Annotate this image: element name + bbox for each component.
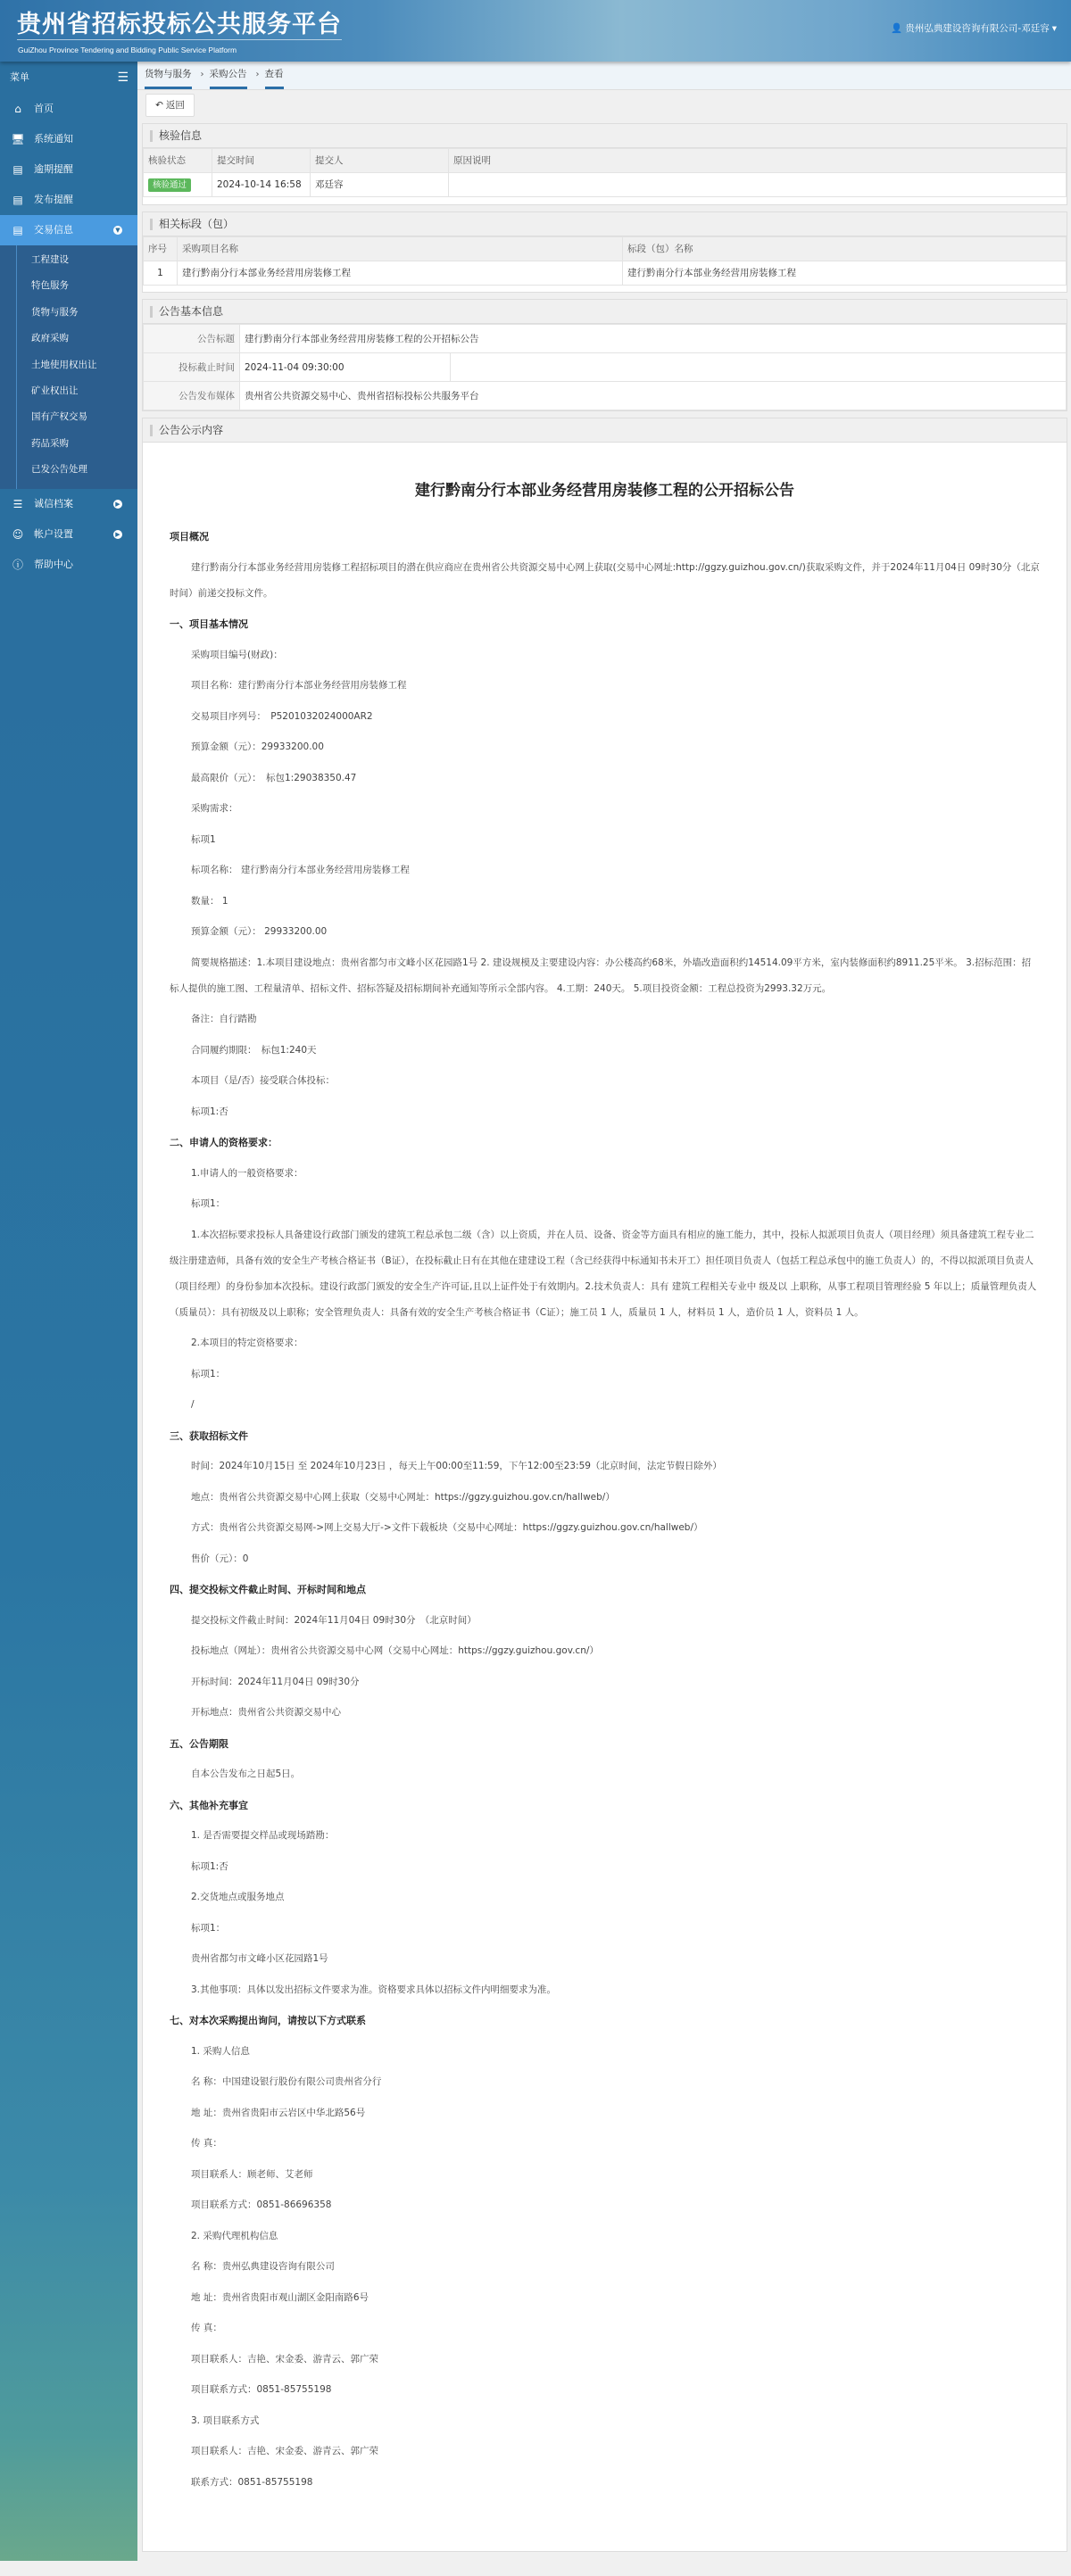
sidebar-item-label: 首页 <box>34 103 54 114</box>
content-panel-header <box>143 418 1067 443</box>
paragraph: / <box>191 1399 195 1410</box>
field-row <box>144 353 1067 382</box>
paragraph: 预算金额（元）：29933200.00 <box>191 741 324 752</box>
paragraph: 传 真： <box>191 2138 222 2149</box>
paragraph: 标项名称： 建行黔南分行本部业务经营用房装修工程 <box>191 865 410 875</box>
paragraph: 采购需求： <box>191 803 238 814</box>
section-cell: 建行黔南分行本部业务经营用房装修工程 <box>623 261 1067 286</box>
section-heading: 六、其他补充事宜 <box>170 1799 248 1811</box>
paragraph: 采购项目编号(财政)： <box>191 649 283 660</box>
field-value: 贵州省公共资源交易中心、贵州省招标投标公共服务平台 <box>240 382 1067 410</box>
paragraph: 方式：贵州省公共资源交易网->网上交易大厅->文件下载板块（交易中心网址：https://ggzy.guizhou.gov.cn/hallweb/） <box>191 1522 703 1533</box>
paragraph: 开标时间：2024年11月04日 09时30分 <box>191 1676 360 1687</box>
user-name: 贵州弘典建设咨询有限公司-邓廷容 <box>905 23 1050 34</box>
col-person: 提交人 <box>311 149 449 173</box>
breadcrumb-view[interactable]: 查看 <box>265 68 284 89</box>
user-icon: ☺ <box>12 527 24 541</box>
chevron-right-icon: › <box>255 70 260 79</box>
paragraph: 3. 项目联系方式 <box>191 2414 260 2426</box>
section-heading: 三、获取招标文件 <box>170 1429 248 1442</box>
field-row <box>144 325 1067 353</box>
section-heading: 一、项目基本情况 <box>170 618 248 630</box>
paragraph: 提交投标文件截止时间：2024年11月04日 09时30分 （北京时间） <box>191 1614 477 1626</box>
chevron-right-icon: › <box>200 70 204 79</box>
sections-title: 相关标段（包） <box>159 218 235 230</box>
platform-title: 贵州省招标投标公共服务平台 <box>17 11 342 38</box>
basic-info-table <box>143 324 1067 410</box>
paragraph: 标项1:否 <box>191 1860 228 1872</box>
breadcrumb <box>137 62 1071 90</box>
paragraph: 项目联系人：吉艳、宋金委、游青云、郭广荣 <box>191 2353 378 2365</box>
sidebar-item[interactable] <box>0 124 137 154</box>
sections-panel <box>142 211 1067 293</box>
paragraph: 预算金额（元）： 29933200.00 <box>191 926 328 937</box>
submenu-item[interactable]: 土地使用权出让 <box>31 359 97 370</box>
section-heading: 项目概况 <box>170 531 209 543</box>
paragraph: 简要规格描述：1.本项目建设地点：贵州省都匀市文峰小区花园路1号 2. 建设规模及主要建设内容：办公楼高约68米，外墙改造面积约14514.09平方米，室内装修面积约8911.25平米。 3.招标范围：招标人提供的施工图、工程量清单、招标文件、招标答疑及招标期间补充通知等所示全部内容。 4.工期：240天。 5.项目投资金额：工程总投资为2993.32万元。 <box>170 957 1032 994</box>
submenu-item[interactable]: 特色服务 <box>31 280 69 292</box>
paragraph: 备注：自行踏勘 <box>191 1014 257 1024</box>
content-panel <box>142 418 1067 2552</box>
col-project: 采购项目名称 <box>178 237 623 261</box>
back-button[interactable] <box>145 94 195 117</box>
notice-document <box>143 443 1067 2536</box>
paragraph: 1.本次招标要求投标人具备建设行政部门颁发的建筑工程总承包二级（含）以上资质，并在人员、设备、资金等方面具有相应的施工能力，其中，投标人拟派项目负责人（项目经理）须具备建筑工程专业二级注册建造师，具备有效的安全生产考核合格证书（B证），在投标截止日有在其他在建建设工程（含已经获得中标通知书未开工）担任项目负责人（包括工程总承包中的施工负责人）的，不得以拟派项目负责人（项目经理）的身份参加本次投标。建设行政部门颁发的安全生产许可证,且以上证件处于有效期内。2.技术负责人：具有 建筑工程相关专业中 级及以 上职称，从事工程项目管理经验 5 年以上；质量管理负责人（质量员）：具有初级及以上职称；安全管理负责人：具备有效的安全生产考核合格证书（C证）；施工员 1 人，质量员 1 人，材料员 1 人，造价员 1 人，资料员 1 人。 <box>170 1229 1037 1318</box>
status-cell <box>144 173 212 197</box>
submenu-item[interactable]: 政府采购 <box>31 333 69 344</box>
paragraph: 开标地点：贵州省公共资源交易中心 <box>191 1707 341 1718</box>
paragraph: 传 真： <box>191 2323 222 2333</box>
section-heading: 五、公告期限 <box>170 1737 228 1750</box>
help-icon: ⓘ <box>12 558 23 571</box>
paragraph: 2.本项目的特定资格要求： <box>191 1338 303 1348</box>
caret-down-icon: ▾ <box>1051 23 1057 34</box>
table-row <box>144 261 1067 286</box>
paragraph: 2. 采购代理机构信息 <box>191 2230 278 2241</box>
chevron-right-icon: ▶ <box>113 530 122 539</box>
sidebar-item[interactable] <box>0 185 137 215</box>
paragraph: 标项1： <box>191 1922 226 1934</box>
col-no: 序号 <box>144 237 178 261</box>
paragraph: 1.申请人的一般资格要求： <box>191 1167 303 1179</box>
sidebar-item[interactable] <box>0 215 137 245</box>
breadcrumb-goods-services[interactable]: 货物与服务 <box>145 68 192 89</box>
back-icon: ↶ <box>155 100 163 111</box>
sidebar-item[interactable] <box>0 550 137 580</box>
submenu-trade-info <box>0 245 137 489</box>
paragraph: 1. 是否需要提交样品或现场踏勘： <box>191 1830 335 1841</box>
field-row <box>144 382 1067 410</box>
paragraph: 交易项目序列号： P5201032024000AR2 <box>191 710 373 722</box>
platform-subtitle: GuiZhou Province Tendering and Bidding Public Service Platform <box>18 46 237 54</box>
sidebar <box>0 62 137 2561</box>
list-icon: ▤ <box>12 163 23 176</box>
verify-panel <box>142 123 1067 205</box>
person-cell: 邓廷容 <box>311 173 449 197</box>
section-heading: 七、对本次采购提出询问，请按以下方式联系 <box>170 2015 366 2026</box>
verify-table <box>143 148 1067 197</box>
paragraph: 3.其他事项：具体以发出招标文件要求为准。资格要求具体以招标文件内明细要求为准。 <box>191 1984 557 1995</box>
list-icon: ▤ <box>12 224 23 236</box>
paragraph: 自本公告发布之日起5日。 <box>191 1768 301 1779</box>
col-reason: 原因说明 <box>449 149 1067 173</box>
reason-cell <box>449 173 1067 197</box>
hamburger-icon[interactable]: ☰ <box>117 70 129 85</box>
paragraph: 名 称：贵州弘典建设咨询有限公司 <box>191 2261 335 2272</box>
paragraph: 本项目（是/否）接受联合体投标： <box>191 1075 336 1086</box>
col-section: 标段（包）名称 <box>623 237 1067 261</box>
sidebar-item-label: 系统通知 <box>34 133 73 145</box>
paragraph: 最高限价（元）： 标包1:29038350.47 <box>191 772 357 783</box>
paragraph: 合同履约期限： 标包1:240天 <box>191 1044 317 1056</box>
no-cell: 1 <box>144 261 178 286</box>
time-cell: 2024-10-14 16:58 <box>212 173 311 197</box>
chevron-down-icon: ▼ <box>113 226 122 235</box>
col-status: 核验状态 <box>144 149 212 173</box>
sidebar-item-label: 发布提醒 <box>34 194 73 205</box>
sidebar-item[interactable] <box>0 489 137 519</box>
paragraph: 2.交货地点或服务地点 <box>191 1892 285 1902</box>
paragraph: 售价（元）：0 <box>191 1553 249 1564</box>
field-label: 公告标题 <box>144 325 240 353</box>
section-heading: 二、申请人的资格要求： <box>170 1137 278 1148</box>
sidebar-item[interactable] <box>0 519 137 550</box>
paragraph: 项目联系方式：0851-85755198 <box>191 2384 332 2395</box>
sidebar-item[interactable] <box>0 154 137 185</box>
project-cell: 建行黔南分行本部业务经营用房装修工程 <box>178 261 623 286</box>
paragraph: 联系方式：0851-85755198 <box>191 2476 313 2488</box>
field-label: 公告发布媒体 <box>144 382 240 410</box>
basic-info-panel <box>142 299 1067 411</box>
paragraph: 贵州省都匀市文峰小区花园路1号 <box>191 1953 328 1964</box>
basic-info-header <box>143 300 1067 324</box>
paragraph: 名 称：中国建设银行股份有限公司贵州省分行 <box>191 2076 382 2087</box>
paragraph: 时间：2024年10月15日 至 2024年10月23日 ，每天上午00:00至11:59，下午12:00至23:59（北京时间，法定节假日除外） <box>191 1461 722 1471</box>
paragraph: 地 址：贵州省贵阳市观山湖区金阳南路6号 <box>191 2291 369 2303</box>
chevron-right-icon: ▶ <box>113 500 122 509</box>
paragraph: 项目联系人：吉艳、宋金委、游青云、郭广荣 <box>191 2446 378 2456</box>
section-heading: 四、提交投标文件截止时间、开标时间和地点 <box>170 1584 366 1595</box>
paragraph: 项目联系人：顾老师、艾老师 <box>191 2168 313 2180</box>
sections-table <box>143 236 1067 286</box>
empty-cell <box>451 353 1067 382</box>
breadcrumb-procurement-notice[interactable]: 采购公告 <box>210 68 247 89</box>
user-menu[interactable] <box>891 21 1057 36</box>
paragraph: 1. 采购人信息 <box>191 2045 250 2057</box>
menu-label: 菜单 <box>10 71 29 83</box>
document-icon: ☰ <box>12 497 23 510</box>
paragraph: 地 址：贵州省贵阳市云岩区中华北路56号 <box>191 2107 366 2118</box>
submenu-item[interactable]: 矿业权出让 <box>31 385 79 396</box>
sidebar-item-label: 交易信息 <box>34 224 73 236</box>
sidebar-item-label: 帐户设置 <box>34 527 73 540</box>
paragraph: 项目名称：建行黔南分行本部业务经营用房装修工程 <box>191 680 407 691</box>
field-value: 2024-11-04 09:30:00 <box>240 353 451 382</box>
submenu-item[interactable]: 国有产权交易 <box>31 411 87 423</box>
back-label: 返回 <box>165 100 185 111</box>
col-time: 提交时间 <box>212 149 311 173</box>
sidebar-item-label: 帮助中心 <box>34 558 73 570</box>
toolbar <box>137 90 1071 123</box>
field-label: 投标截止时间 <box>144 353 240 382</box>
document-title: 建行黔南分行本部业务经营用房装修工程的公开招标公告 <box>415 482 794 500</box>
paragraph: 标项1： <box>191 1368 226 1379</box>
monitor-icon: 🖥 <box>11 133 25 145</box>
content-title: 公告公示内容 <box>159 424 224 436</box>
sidebar-item-label: 诚信档案 <box>34 497 73 509</box>
submenu-item[interactable]: 工程建设 <box>31 254 69 265</box>
list-icon: ▤ <box>12 194 23 206</box>
paragraph: 标项1： <box>191 1198 226 1209</box>
field-value: 建行黔南分行本部业务经营用房装修工程的公开招标公告 <box>240 325 1067 353</box>
verify-title: 核验信息 <box>159 129 203 142</box>
paragraph: 建行黔南分行本部业务经营用房装修工程招标项目的潜在供应商应在贵州省公共资源交易中心网上获取(交易中心网址:http://ggzy.guizhou.gov.cn/)获取采购文件，并于2024年11月04日 09时30分（北京时间）前递交投标文件。 <box>170 561 1040 599</box>
paragraph: 数量： 1 <box>191 895 228 907</box>
sidebar-item-label: 逾期提醒 <box>34 163 73 175</box>
table-header-row <box>144 237 1067 261</box>
status-badge: 核验通过 <box>148 178 191 192</box>
paragraph: 标项1:否 <box>191 1106 228 1117</box>
user-icon: 👤 <box>891 23 903 34</box>
paragraph: 项目联系方式：0851-86696358 <box>191 2199 332 2210</box>
paragraph: 标项1 <box>191 833 216 845</box>
submenu-item[interactable]: 药品采购 <box>31 437 69 449</box>
top-header <box>0 0 1071 62</box>
paragraph: 地点：贵州省公共资源交易中心网上获取（交易中心网址：https://ggzy.guizhou.gov.cn/hallweb/） <box>191 1491 615 1503</box>
sidebar-item[interactable] <box>0 94 137 124</box>
paragraph: 投标地点（网址）：贵州省公共资源交易中心网（交易中心网址：https://ggzy.guizhou.gov.cn/） <box>191 1645 599 1656</box>
table-row <box>144 173 1067 197</box>
main-content <box>137 62 1071 2576</box>
submenu-item[interactable]: 货物与服务 <box>31 306 79 318</box>
menu-header <box>0 62 137 94</box>
sections-panel-header <box>143 212 1067 236</box>
table-header-row <box>144 149 1067 173</box>
home-icon: ⌂ <box>14 103 21 115</box>
submenu-item[interactable]: 已发公告处理 <box>31 464 87 476</box>
verify-panel-header <box>143 124 1067 148</box>
basic-info-title: 公告基本信息 <box>159 305 224 318</box>
